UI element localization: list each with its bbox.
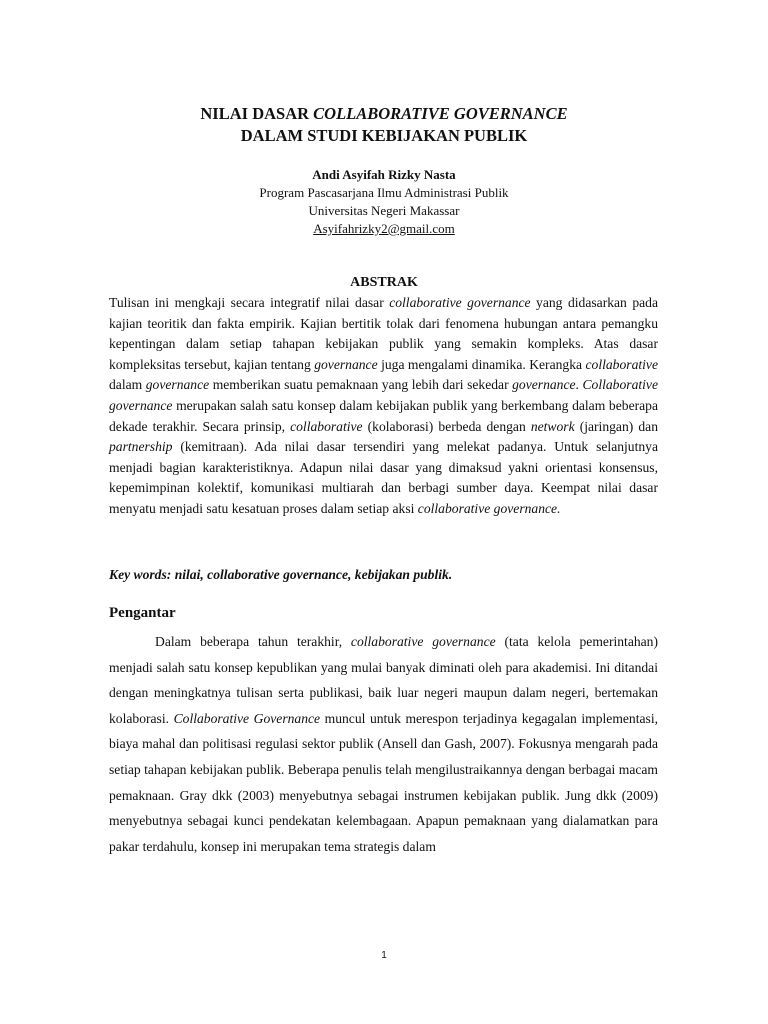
abstract-italic-run: governance: [314, 356, 378, 372]
body-run: muncul untuk merespon terjadinya kegagalan implementasi, biaya mahal dan politisasi regulasi sektor publik (Ansell dan Gash, 2007). Fokusnya mengarah pada setiap tahapan kebijakan publik. Beberapa penulis telah mengilustraikannya dengan berbagai macam pemaknaan. Gray dkk (2003) menyebutnya sebagai instrumen kebijakan publik. Jung dkk (2009) menyebutnya sebagai kunci pendekatan kelembagaan. Apapun pemaknaan yang dialamatkan para pakar terdahulu, konsep ini merupakan tema strategis dalam: [109, 710, 659, 854]
paper-title-line-1: [0, 103, 768, 125]
author-program: Program Pascasarjana Ilmu Administrasi Publik: [259, 185, 509, 200]
abstract-run: dalam: [109, 377, 146, 393]
abstract-run: (kemitraan). Ada nilai dasar tersendiri yang melekat padanya. Untuk selanjutnya menjadi bagian karakteristiknya. Adapun nilai dasar yang dimaksud yakni orientasi konsensus, kepemimpinan kolektif, komunikasi multiarah dan berbagi sumber daya. Keempat nilai dasar menyatu menjadi satu kesatuan proses dalam setiap aksi: [109, 439, 658, 516]
author-name: Andi Asyifah Rizky Nasta: [312, 167, 456, 182]
abstract-run: (kolaborasi) berbeda dengan: [362, 418, 531, 434]
abstract-italic-run: governance: [512, 377, 576, 393]
abstract-heading: ABSTRAK: [350, 275, 418, 290]
abstract-text: [109, 293, 658, 520]
abstract-run: memberikan suatu pemaknaan yang lebih dari sekedar: [209, 377, 513, 393]
body-italic-run: Collaborative Governance: [173, 710, 321, 726]
abstract-run: .: [575, 377, 583, 393]
abstract-run: juga mengalami dinamika. Kerangka: [377, 356, 586, 372]
title-italic-text: COLLABORATIVE GOVERNANCE: [313, 104, 568, 123]
abstract-run: Tulisan ini mengkaji secara integratif nilai dasar: [109, 295, 390, 310]
paper-title-line-2: DALAM STUDI KEBIJAKAN PUBLIK: [240, 126, 528, 145]
author-university: Universitas Negeri Makassar: [308, 203, 460, 218]
abstract-run: yang didasarkan pada kajian teoritik dan fakta empirik. Kajian bertitik tolak dari fenomena hubungan antara pemangku kepentingan dalam setiap tahapan kebijakan publik yang semakin kompleks. Atas dasar kompleksitas tersebut, kajian tentang: [109, 295, 658, 372]
page-number: 1: [381, 950, 387, 961]
abstract-italic-run: network: [530, 418, 575, 434]
abstract-italic-run: governance: [145, 377, 210, 393]
abstract-italic-run: collaborative: [290, 418, 363, 434]
author-email-link[interactable]: Asyifahrizky2@gmail.com: [313, 221, 455, 236]
body-run: Dalam beberapa tahun terakhir,: [155, 634, 351, 649]
abstract-italic-run: collaborative governance.: [417, 500, 561, 516]
section-heading: Pengantar: [109, 605, 176, 621]
abstract-italic-run: collaborative governance: [389, 295, 531, 310]
body-italic-run: collaborative governance: [350, 634, 496, 649]
abstract-italic-run: partnership: [109, 439, 173, 455]
body-paragraph: [109, 629, 658, 859]
abstract-italic-run: Collaborative governance: [109, 377, 658, 413]
abstract-run: merupakan salah satu konsep dalam kebijakan publik yang berkembang dalam beberapa dekade terakhir. Secara prinsip,: [109, 397, 658, 434]
abstract-italic-run: collaborative: [585, 356, 658, 372]
keywords-line: Key words: nilai, collaborative governance, kebijakan publik.: [109, 567, 453, 582]
abstract-run: (jaringan) dan: [574, 418, 658, 434]
title-plain-text: NILAI DASAR: [200, 104, 314, 123]
body-run: (tata kelola pemerintahan) menjadi salah satu konsep kepublikan yang mulai banyak diminati oleh para akademisi. Ini ditandai dengan meningkatnya tulisan serta publikasi, baik luar negeri maupun dalam negeri, bertemakan kolaborasi.: [109, 634, 659, 726]
